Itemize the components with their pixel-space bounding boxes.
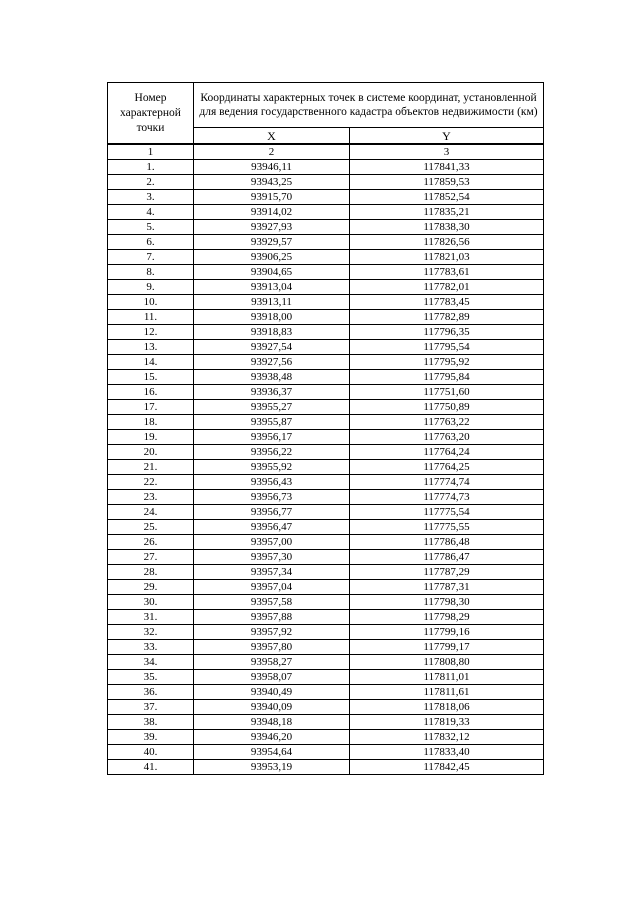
- table-row: [108, 730, 544, 745]
- y-coordinate-cell: 117841,33: [350, 160, 544, 175]
- table-row: [108, 685, 544, 700]
- table-row: [108, 340, 544, 355]
- table-row: [108, 625, 544, 640]
- x-coordinate-cell: 93954,64: [194, 745, 350, 760]
- point-number-cell: 40.: [108, 745, 194, 760]
- y-coordinate-cell: 117795,84: [350, 370, 544, 385]
- table-row: [108, 280, 544, 295]
- x-coordinate-cell: 93958,27: [194, 655, 350, 670]
- x-coordinate-cell: 93946,20: [194, 730, 350, 745]
- y-coordinate-cell: 117819,33: [350, 715, 544, 730]
- table-row: [108, 445, 544, 460]
- y-coordinate-cell: 117835,21: [350, 205, 544, 220]
- table-row: [108, 505, 544, 520]
- point-number-cell: 22.: [108, 475, 194, 490]
- y-coordinate-cell: 117775,54: [350, 505, 544, 520]
- x-coordinate-cell: 93914,02: [194, 205, 350, 220]
- y-coordinate-cell: 117764,25: [350, 460, 544, 475]
- x-coordinate-cell: 93957,80: [194, 640, 350, 655]
- x-coordinate-cell: 93938,48: [194, 370, 350, 385]
- x-coordinate-cell: 93927,54: [194, 340, 350, 355]
- point-number-cell: 16.: [108, 385, 194, 400]
- table-row: [108, 265, 544, 280]
- point-number-cell: 5.: [108, 220, 194, 235]
- table-row: [108, 520, 544, 535]
- table-row: [108, 325, 544, 340]
- table-row: [108, 565, 544, 580]
- table-row: [108, 370, 544, 385]
- table-row: [108, 385, 544, 400]
- x-coordinate-cell: 93956,17: [194, 430, 350, 445]
- table-row: [108, 430, 544, 445]
- y-coordinate-cell: 117832,12: [350, 730, 544, 745]
- x-coordinate-cell: 93957,34: [194, 565, 350, 580]
- point-number-cell: 6.: [108, 235, 194, 250]
- x-coordinate-cell: 93956,22: [194, 445, 350, 460]
- y-coordinate-cell: 117811,01: [350, 670, 544, 685]
- point-number-cell: 29.: [108, 580, 194, 595]
- y-coordinate-cell: 117786,48: [350, 535, 544, 550]
- point-number-cell: 25.: [108, 520, 194, 535]
- point-number-cell: 14.: [108, 355, 194, 370]
- column-number-3: 3: [350, 144, 544, 160]
- y-coordinate-cell: 117782,01: [350, 280, 544, 295]
- y-coordinate-cell: 117763,22: [350, 415, 544, 430]
- table-row: [108, 640, 544, 655]
- table-row: [108, 415, 544, 430]
- x-coordinate-cell: 93915,70: [194, 190, 350, 205]
- point-number-cell: 38.: [108, 715, 194, 730]
- y-coordinate-cell: 117826,56: [350, 235, 544, 250]
- table-row: [108, 595, 544, 610]
- point-number-cell: 37.: [108, 700, 194, 715]
- y-coordinate-cell: 117799,17: [350, 640, 544, 655]
- point-number-cell: 9.: [108, 280, 194, 295]
- table-row: [108, 700, 544, 715]
- table-body: [108, 83, 544, 775]
- y-coordinate-cell: 117798,29: [350, 610, 544, 625]
- y-coordinate-cell: 117751,60: [350, 385, 544, 400]
- table-row: [108, 400, 544, 415]
- x-header: X: [194, 128, 350, 145]
- x-coordinate-cell: 93906,25: [194, 250, 350, 265]
- table-row: [108, 760, 544, 775]
- point-number-cell: 23.: [108, 490, 194, 505]
- point-number-cell: 10.: [108, 295, 194, 310]
- column-number-2: 2: [194, 144, 350, 160]
- y-coordinate-cell: 117775,55: [350, 520, 544, 535]
- point-number-cell: 33.: [108, 640, 194, 655]
- x-coordinate-cell: 93946,11: [194, 160, 350, 175]
- header-row: [108, 83, 544, 128]
- x-coordinate-cell: 93940,09: [194, 700, 350, 715]
- y-coordinate-cell: 117852,54: [350, 190, 544, 205]
- x-coordinate-cell: 93957,58: [194, 595, 350, 610]
- table-row: [108, 550, 544, 565]
- table-row: [108, 220, 544, 235]
- point-number-cell: 32.: [108, 625, 194, 640]
- y-coordinate-cell: 117796,35: [350, 325, 544, 340]
- point-number-cell: 11.: [108, 310, 194, 325]
- table-row: [108, 235, 544, 250]
- x-coordinate-cell: 93936,37: [194, 385, 350, 400]
- table-row: [108, 175, 544, 190]
- y-coordinate-cell: 117774,73: [350, 490, 544, 505]
- y-coordinate-cell: 117750,89: [350, 400, 544, 415]
- x-coordinate-cell: 93927,56: [194, 355, 350, 370]
- y-coordinate-cell: 117859,53: [350, 175, 544, 190]
- point-number-cell: 41.: [108, 760, 194, 775]
- y-coordinate-cell: 117821,03: [350, 250, 544, 265]
- x-coordinate-cell: 93956,43: [194, 475, 350, 490]
- table-row: [108, 535, 544, 550]
- x-coordinate-cell: 93957,04: [194, 580, 350, 595]
- y-coordinate-cell: 117795,54: [350, 340, 544, 355]
- table-row: [108, 490, 544, 505]
- y-coordinate-cell: 117782,89: [350, 310, 544, 325]
- point-number-cell: 30.: [108, 595, 194, 610]
- point-number-cell: 20.: [108, 445, 194, 460]
- table-row: [108, 160, 544, 175]
- point-number-cell: 21.: [108, 460, 194, 475]
- y-coordinate-cell: 117783,45: [350, 295, 544, 310]
- point-number-cell: 7.: [108, 250, 194, 265]
- x-coordinate-cell: 93940,49: [194, 685, 350, 700]
- y-coordinate-cell: 117811,61: [350, 685, 544, 700]
- table-row: [108, 610, 544, 625]
- y-coordinate-cell: 117842,45: [350, 760, 544, 775]
- y-header: Y: [350, 128, 544, 145]
- table-row: [108, 580, 544, 595]
- x-coordinate-cell: 93948,18: [194, 715, 350, 730]
- point-number-header: Номер характерной точки: [108, 83, 194, 145]
- point-number-cell: 15.: [108, 370, 194, 385]
- table-row: [108, 475, 544, 490]
- point-number-cell: 28.: [108, 565, 194, 580]
- y-coordinate-cell: 117787,31: [350, 580, 544, 595]
- x-coordinate-cell: 93957,92: [194, 625, 350, 640]
- table-row: [108, 745, 544, 760]
- table-row: [108, 250, 544, 265]
- y-coordinate-cell: 117838,30: [350, 220, 544, 235]
- column-number-row: [108, 144, 544, 160]
- x-coordinate-cell: 93918,83: [194, 325, 350, 340]
- point-number-cell: 27.: [108, 550, 194, 565]
- y-coordinate-cell: 117818,06: [350, 700, 544, 715]
- point-number-cell: 24.: [108, 505, 194, 520]
- point-number-cell: 19.: [108, 430, 194, 445]
- point-number-cell: 3.: [108, 190, 194, 205]
- point-number-cell: 18.: [108, 415, 194, 430]
- y-coordinate-cell: 117787,29: [350, 565, 544, 580]
- x-coordinate-cell: 93929,57: [194, 235, 350, 250]
- table-row: [108, 655, 544, 670]
- y-coordinate-cell: 117786,47: [350, 550, 544, 565]
- point-number-cell: 2.: [108, 175, 194, 190]
- point-number-cell: 4.: [108, 205, 194, 220]
- point-number-cell: 12.: [108, 325, 194, 340]
- table-row: [108, 460, 544, 475]
- x-coordinate-cell: 93956,47: [194, 520, 350, 535]
- point-number-cell: 36.: [108, 685, 194, 700]
- y-coordinate-cell: 117833,40: [350, 745, 544, 760]
- x-coordinate-cell: 93957,30: [194, 550, 350, 565]
- point-number-cell: 17.: [108, 400, 194, 415]
- y-coordinate-cell: 117798,30: [350, 595, 544, 610]
- coordinates-header: Координаты характерных точек в системе координат, установленной для ведения государственного кадастра объектов недвижимости (км): [194, 83, 544, 128]
- y-coordinate-cell: 117799,16: [350, 625, 544, 640]
- x-coordinate-cell: 93958,07: [194, 670, 350, 685]
- x-coordinate-cell: 93913,04: [194, 280, 350, 295]
- x-coordinate-cell: 93904,65: [194, 265, 350, 280]
- y-coordinate-cell: 117774,74: [350, 475, 544, 490]
- table-row: [108, 670, 544, 685]
- point-number-cell: 26.: [108, 535, 194, 550]
- point-number-cell: 1.: [108, 160, 194, 175]
- point-number-cell: 8.: [108, 265, 194, 280]
- point-number-cell: 35.: [108, 670, 194, 685]
- point-number-cell: 34.: [108, 655, 194, 670]
- x-coordinate-cell: 93955,92: [194, 460, 350, 475]
- x-coordinate-cell: 93953,19: [194, 760, 350, 775]
- y-coordinate-cell: 117808,80: [350, 655, 544, 670]
- y-coordinate-cell: 117795,92: [350, 355, 544, 370]
- x-coordinate-cell: 93943,25: [194, 175, 350, 190]
- table-row: [108, 205, 544, 220]
- table-row: [108, 715, 544, 730]
- point-number-cell: 13.: [108, 340, 194, 355]
- table-row: [108, 355, 544, 370]
- table-row: [108, 310, 544, 325]
- coordinates-table: [107, 82, 544, 775]
- x-coordinate-cell: 93956,73: [194, 490, 350, 505]
- x-coordinate-cell: 93957,88: [194, 610, 350, 625]
- table-row: [108, 190, 544, 205]
- x-coordinate-cell: 93927,93: [194, 220, 350, 235]
- y-coordinate-cell: 117764,24: [350, 445, 544, 460]
- y-coordinate-cell: 117763,20: [350, 430, 544, 445]
- column-number-1: 1: [108, 144, 194, 160]
- x-coordinate-cell: 93955,87: [194, 415, 350, 430]
- table-row: [108, 295, 544, 310]
- x-coordinate-cell: 93918,00: [194, 310, 350, 325]
- y-coordinate-cell: 117783,61: [350, 265, 544, 280]
- point-number-cell: 31.: [108, 610, 194, 625]
- x-coordinate-cell: 93955,27: [194, 400, 350, 415]
- x-coordinate-cell: 93957,00: [194, 535, 350, 550]
- x-coordinate-cell: 93913,11: [194, 295, 350, 310]
- point-number-cell: 39.: [108, 730, 194, 745]
- x-coordinate-cell: 93956,77: [194, 505, 350, 520]
